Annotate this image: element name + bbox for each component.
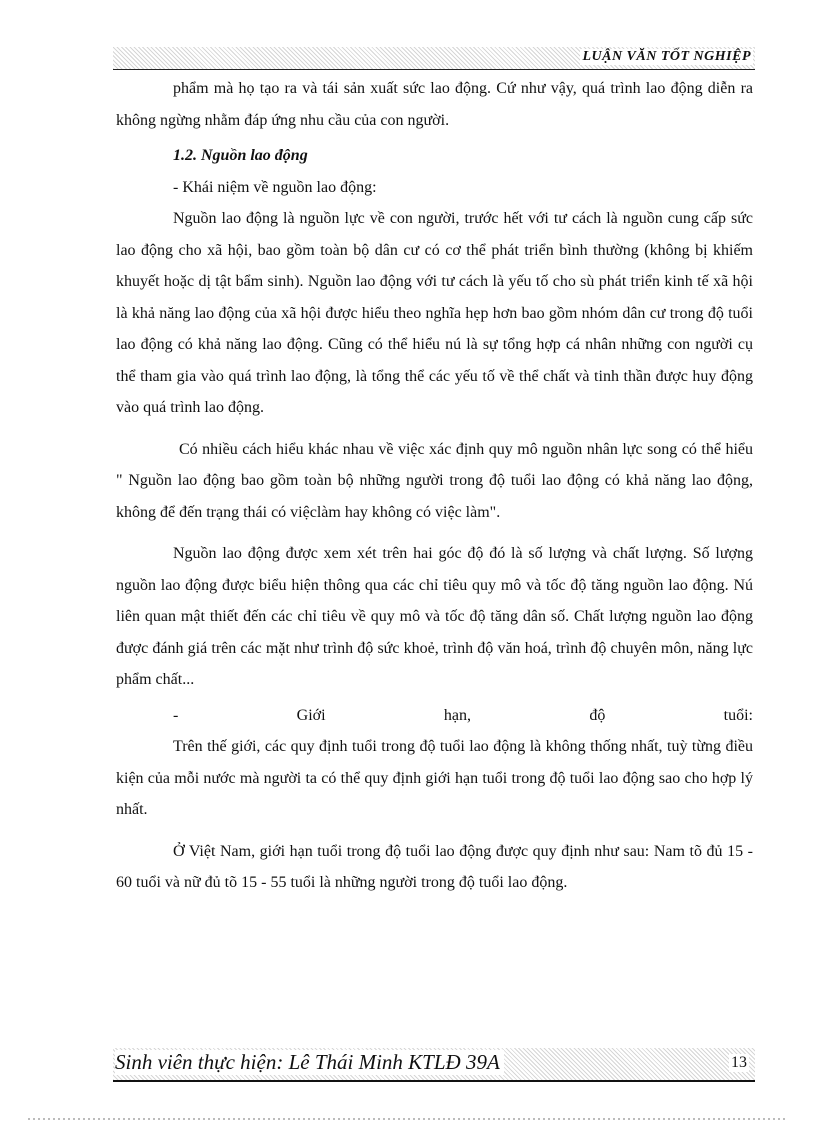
bottom-divider — [28, 1118, 788, 1120]
paragraph-4: Có nhiều cách hiểu khác nhau về việc xác định quy mô nguồn nhân lực song có thể hiểu " Nguồn lao động bao gồm toàn bộ những người trong độ tuổi lao động có khả năng lao động, không để đến trạng thái có việclàm hay không có việc làm". — [116, 440, 753, 521]
paragraph-3: Nguồn lao động là nguồn lực về con người, trước hết với tư cách là nguồn cung cấp sức lao động cho xã hội, bao gồm toàn bộ dân cư có cơ thể phát triển bình thường (không bị khiếm khuyết hoặc dị tật bẩm sinh). Nguồn lao động với tư cách là yếu tố cho sù phát triển kinh tế xã hội là khả năng lao động của xã hội được hiểu theo nghĩa hẹp hơn bao gồm nhóm dân cư trong độ tuổi lao động có khả năng lao động. Cũng có thể hiểu nú là sự tổng hợp cá nhân những con người cụ thể tham gia vào quá trình lao động, là tổng thể các yếu tố về thể chất và tinh thần được huy động vào quá trình lao động. — [116, 210, 753, 416]
paragraph-2: - Khái niệm về nguồn lao động: — [173, 178, 377, 196]
paragraph-5: Nguồn lao động được xem xét trên hai góc độ đó là số lượng và chất lượng. Số lượng nguồn lao động được biểu hiện thông qua các chỉ tiêu quy mô và tốc độ tăng nguồn lao động. Nú liên quan mật thiết đến các chỉ tiêu về quy mô và tốc độ tăng dân số. Chất lượng nguồn lao động được đánh giá trên các mặt như trình độ sức khoẻ, trình độ văn hoá, trình độ chuyên môn, năng lực phẩm chất... — [116, 545, 753, 688]
page-footer — [113, 1048, 755, 1082]
page-number: 13 — [731, 1054, 747, 1071]
header-title: LUẬN VĂN TỐT NGHIỆP — [582, 49, 751, 64]
word: tuổi: — [723, 706, 753, 724]
paragraph-1: phẩm mà họ tạo ra và tái sản xuất sức lao động. Cứ như vậy, quá trình lao động diễn ra không ngừng nhằm đáp ứng nhu cầu của con người. — [116, 80, 753, 129]
word: Giới — [296, 706, 326, 724]
word: hạn, — [443, 706, 471, 724]
word: độ — [589, 706, 606, 724]
page-header — [113, 47, 755, 70]
document-body — [116, 73, 753, 899]
footer-author: Sinh viên thực hiện: Lê Thái Minh KTLĐ 39A — [115, 1050, 504, 1075]
paragraph-7: Trên thế giới, các quy định tuổi trong độ tuổi lao động là không thống nhất, tuỳ từng điều kiện của mỗi nước mà người ta có thể quy định giới hạn tuổi trong độ tuổi lao động sao cho hợp lý nhất. — [116, 738, 753, 818]
word: - — [173, 706, 179, 724]
paragraph-6 — [116, 700, 753, 732]
section-heading: 1.2. Nguồn lao động — [173, 147, 308, 164]
paragraph-8: Ở Việt Nam, giới hạn tuổi trong độ tuổi lao động được quy định như sau: Nam tõ đủ 15 - 60 tuổi và nữ đủ tõ 15 - 55 tuổi là những người trong độ tuổi lao động. — [116, 842, 753, 891]
